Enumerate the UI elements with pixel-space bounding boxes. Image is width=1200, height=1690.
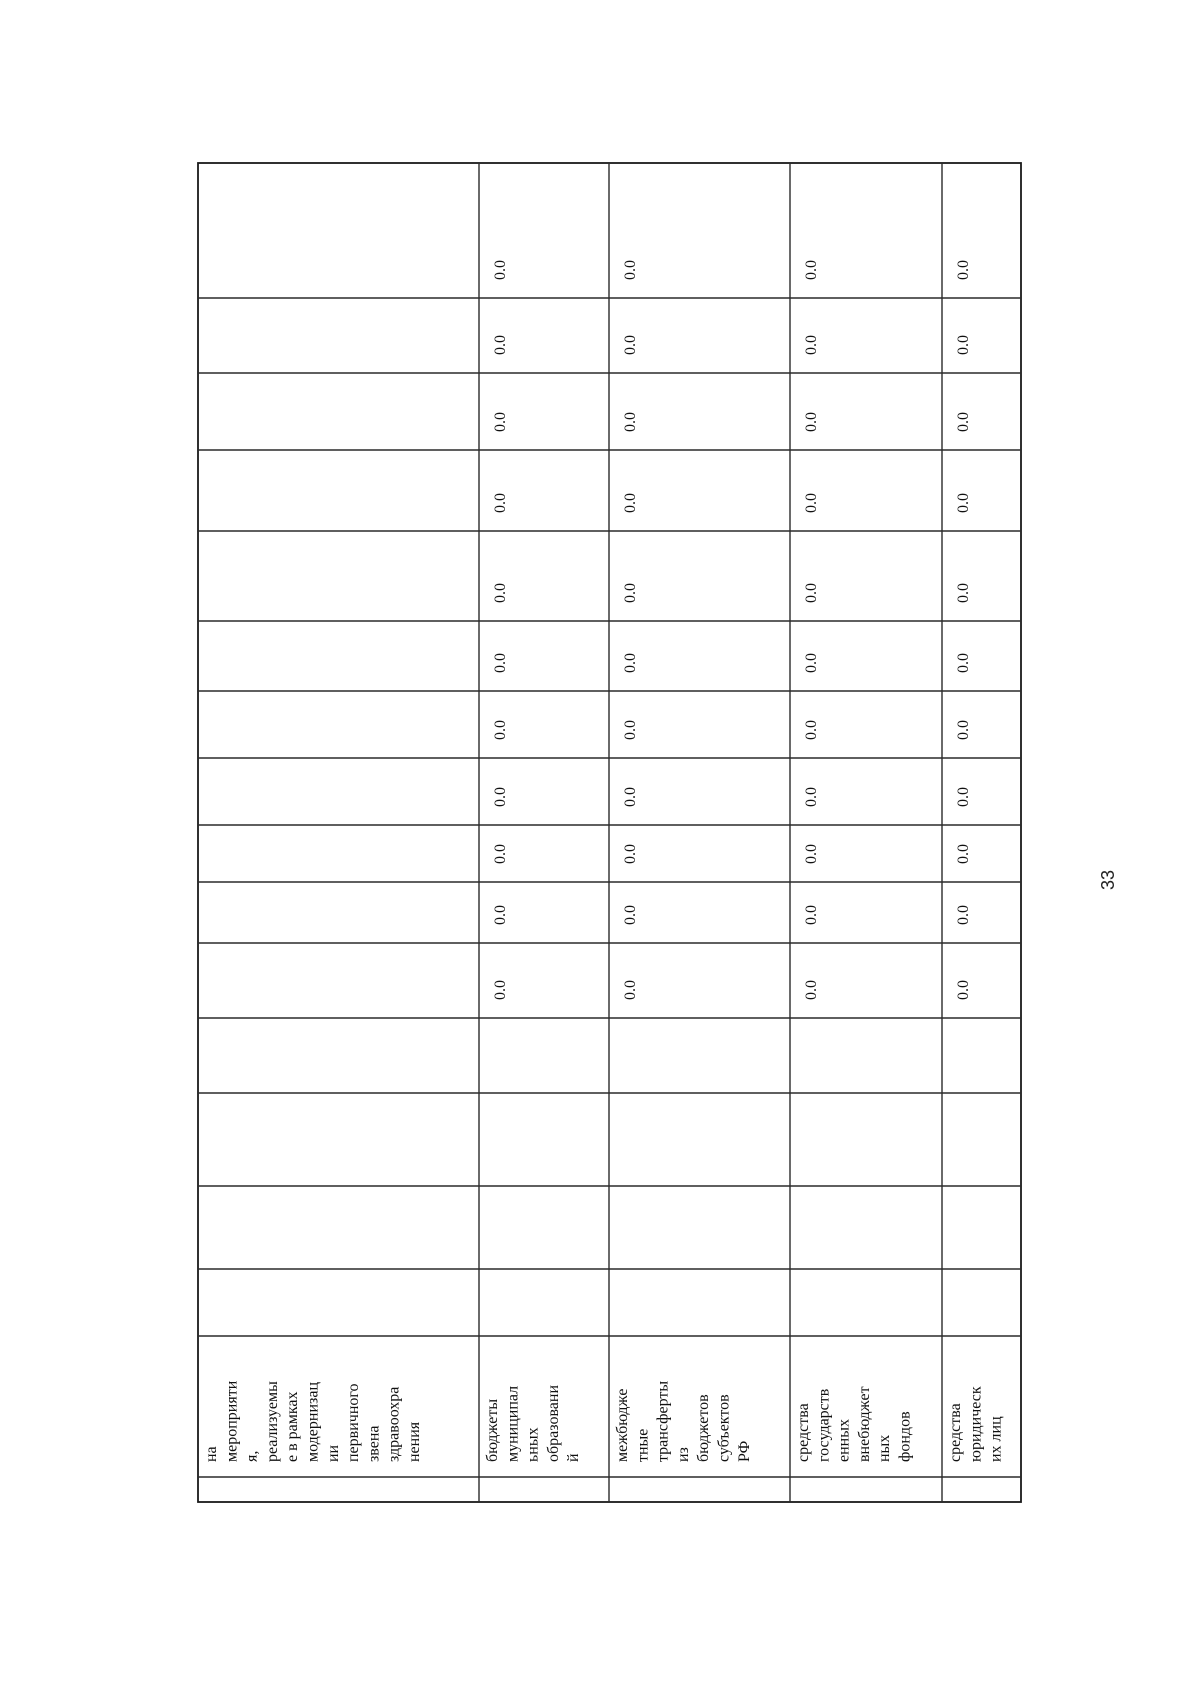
row-label-line: звена [365,1425,383,1462]
cell-value: 0.0 [803,844,820,864]
cell-value: 0.0 [622,583,639,603]
row-label-line: мероприяти [223,1380,241,1462]
row-label-line: ных [876,1434,894,1462]
cell-value: 0.0 [492,653,509,673]
cell-value: 0.0 [955,335,972,355]
cell-value: 0.0 [803,412,820,432]
cell-value: 0.0 [492,844,509,864]
row-label-line: й [565,1453,583,1462]
cell-value: 0.0 [955,583,972,603]
cell-value: 0.0 [955,905,972,925]
row-label-line: РФ [735,1440,753,1462]
cell-value: 0.0 [622,905,639,925]
cell-value: 0.0 [622,335,639,355]
row-label-line: средства [947,1403,964,1462]
row-label-line: из [674,1447,692,1462]
row-label-line: енных [835,1419,853,1462]
cell-value: 0.0 [492,335,509,355]
cell-value: 0.0 [622,493,639,513]
cell-value: 0.0 [955,260,972,280]
cell-value: 0.0 [622,260,639,280]
row-label-line: ии [324,1444,342,1462]
row-label-line: государств [815,1388,833,1462]
cell-value: 0.0 [803,720,820,740]
cell-value: 0.0 [492,905,509,925]
cell-value: 0.0 [803,583,820,603]
row-label-line: средства [795,1403,812,1462]
cell-value: 0.0 [622,720,639,740]
cell-value: 0.0 [492,787,509,807]
row-label-line: трансферты [654,1380,672,1462]
row-label-line: я, [243,1450,261,1462]
cell-value: 0.0 [803,335,820,355]
cell-value: 0.0 [803,787,820,807]
row-label-line: бюджетов [695,1394,713,1462]
cell-value: 0.0 [492,720,509,740]
row-label-line: межбюдже [614,1388,631,1462]
cell-value: 0.0 [803,260,820,280]
row-label-line: реализуемы [263,1381,281,1462]
cell-value: 0.0 [492,493,509,513]
cell-value: 0.0 [622,412,639,432]
cell-value: 0.0 [622,980,639,1000]
page-number: 33 [1098,869,1118,891]
row-label-line: первичного [345,1383,363,1462]
cell-value: 0.0 [492,980,509,1000]
row-label-line: внебюджет [855,1386,873,1462]
row-label-line: их лиц [987,1416,1005,1462]
row-label-line: тные [634,1428,652,1462]
row-label-line: е в рамках [284,1391,302,1462]
cell-value: 0.0 [955,720,972,740]
row-label-line: муниципал [504,1385,522,1462]
cell-value: 0.0 [955,980,972,1000]
row-label-line: фондов [896,1411,914,1462]
row-label-line: здравоохра [385,1386,403,1462]
cell-value: 0.0 [622,787,639,807]
row-label-line: ьных [524,1427,542,1462]
cell-value: 0.0 [955,844,972,864]
cell-value: 0.0 [492,583,509,603]
row-label-line: модернизац [304,1381,322,1462]
cell-value: 0.0 [955,787,972,807]
row-label-line: юридическ [967,1386,985,1462]
cell-value: 0.0 [955,653,972,673]
cell-value: 0.0 [955,412,972,432]
cell-value: 0.0 [803,653,820,673]
cell-value: 0.0 [622,844,639,864]
cell-value: 0.0 [803,905,820,925]
row-label-line: образовани [544,1384,562,1462]
cell-value: 0.0 [803,980,820,1000]
cell-value: 0.0 [955,493,972,513]
row-label-line: бюджеты [484,1398,501,1462]
cell-value: 0.0 [803,493,820,513]
row-label-line: нения [406,1421,423,1462]
row-label-line: на [203,1446,220,1462]
row-label-line: субъектов [715,1394,733,1462]
cell-value: 0.0 [492,260,509,280]
cell-value: 0.0 [492,412,509,432]
cell-value: 0.0 [622,653,639,673]
